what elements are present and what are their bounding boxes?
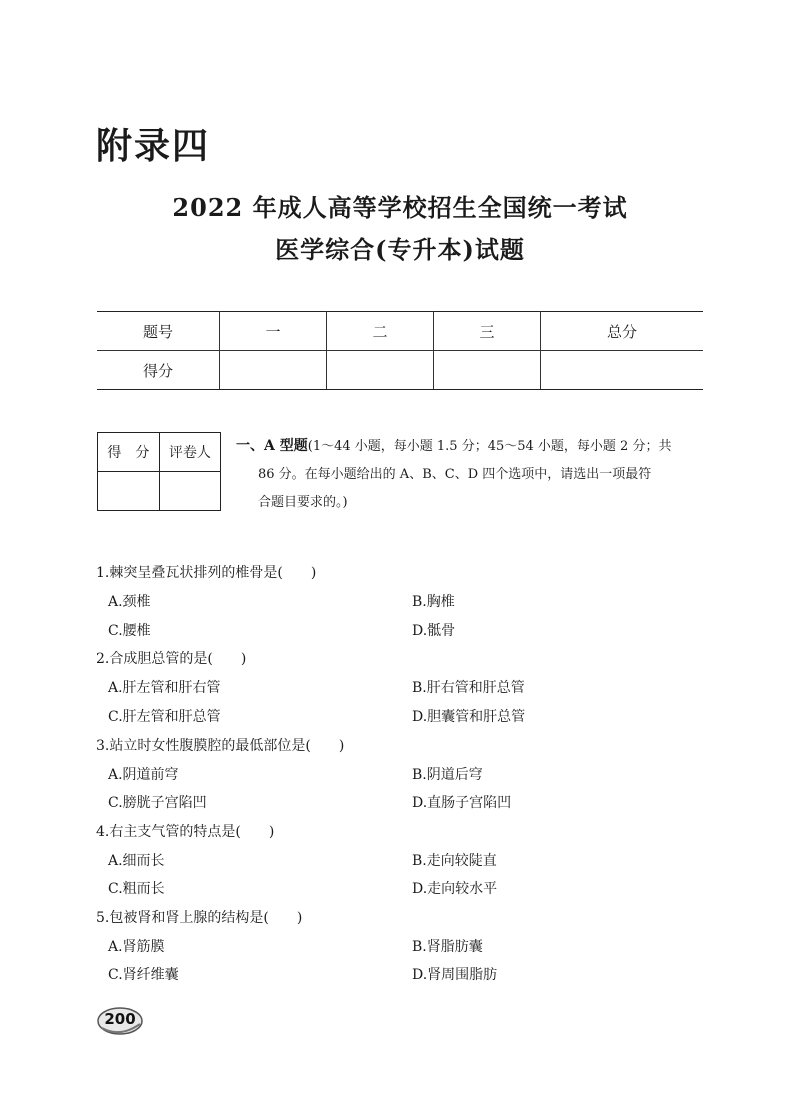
option-d: D.骶骨 [412, 623, 456, 639]
score-header-cell: 三 [434, 312, 541, 351]
question-stem: 2.合成胆总管的是( ) [96, 651, 247, 667]
score-table [97, 311, 703, 390]
score-table-header-row [97, 312, 703, 351]
score-row-label: 得分 [97, 351, 220, 390]
option-d: D.肾周围脂肪 [412, 967, 498, 983]
score-cell [434, 351, 541, 390]
option-a: A.肾筋膜 [108, 939, 165, 955]
option-a: A.细而长 [108, 853, 165, 869]
option-b: B.走向较陡直 [412, 853, 497, 869]
grader-score-cell [98, 472, 160, 511]
option-b: B.胸椎 [412, 594, 455, 610]
option-c: C.腰椎 [108, 623, 151, 639]
section-instructions [236, 432, 706, 517]
score-header-cell: 一 [220, 312, 327, 351]
exam-title-line1: 2022 年成人高等学校招生全国统一考试 [172, 193, 628, 222]
score-table-score-row [97, 351, 703, 390]
question-stem: 5.包被肾和肾上腺的结构是( ) [96, 910, 303, 926]
question-stem: 3.站立时女性腹膜腔的最低部位是( ) [96, 738, 345, 754]
option-d: D.胆囊管和肝总管 [412, 709, 526, 725]
grader-table [97, 432, 221, 511]
question-stem: 4.右主支气管的特点是( ) [96, 824, 275, 840]
page-number: 200 [104, 1010, 136, 1028]
score-header-cell: 题号 [97, 312, 220, 351]
score-cell [327, 351, 434, 390]
option-b: B.肝右管和肝总管 [412, 680, 525, 696]
option-a: A.肝左管和肝右管 [108, 680, 221, 696]
option-c: C.膀胱子宫陷凹 [108, 795, 207, 811]
score-header-cell: 二 [327, 312, 434, 351]
grader-name-cell [159, 472, 220, 511]
option-a: A.阴道前穹 [108, 767, 179, 783]
grader-score-label: 得 分 [98, 433, 160, 472]
score-cell [541, 351, 704, 390]
section-line3: 合题目要求的。) [258, 495, 348, 510]
appendix-title: 附录四 [96, 126, 211, 167]
option-b: B.肾脂肪囊 [412, 939, 483, 955]
option-c: C.粗而长 [108, 881, 165, 897]
section-line2: 86 分。在每小题给出的 A、B、C、D 四个选项中，请选出一项最符 [258, 467, 652, 482]
option-a: A.颈椎 [108, 594, 151, 610]
option-c: C.肾纤维囊 [108, 967, 179, 983]
grader-name-label: 评卷人 [159, 433, 220, 472]
option-d: D.直肠子宫陷凹 [412, 795, 512, 811]
exam-title-line2: 医学综合(专升本)试题 [275, 235, 525, 264]
section-line1: (1～44 小题，每小题 1.5 分；45～54 小题，每小题 2 分；共 [307, 439, 672, 454]
score-cell [220, 351, 327, 390]
section-lead: 一、A 型题 [236, 438, 308, 454]
option-b: B.阴道后穹 [412, 767, 483, 783]
score-header-cell: 总分 [541, 312, 704, 351]
question-stem: 1.棘突呈叠瓦状排列的椎骨是( ) [96, 565, 317, 581]
option-c: C.肝左管和肝总管 [108, 709, 221, 725]
option-d: D.走向较水平 [412, 881, 498, 897]
